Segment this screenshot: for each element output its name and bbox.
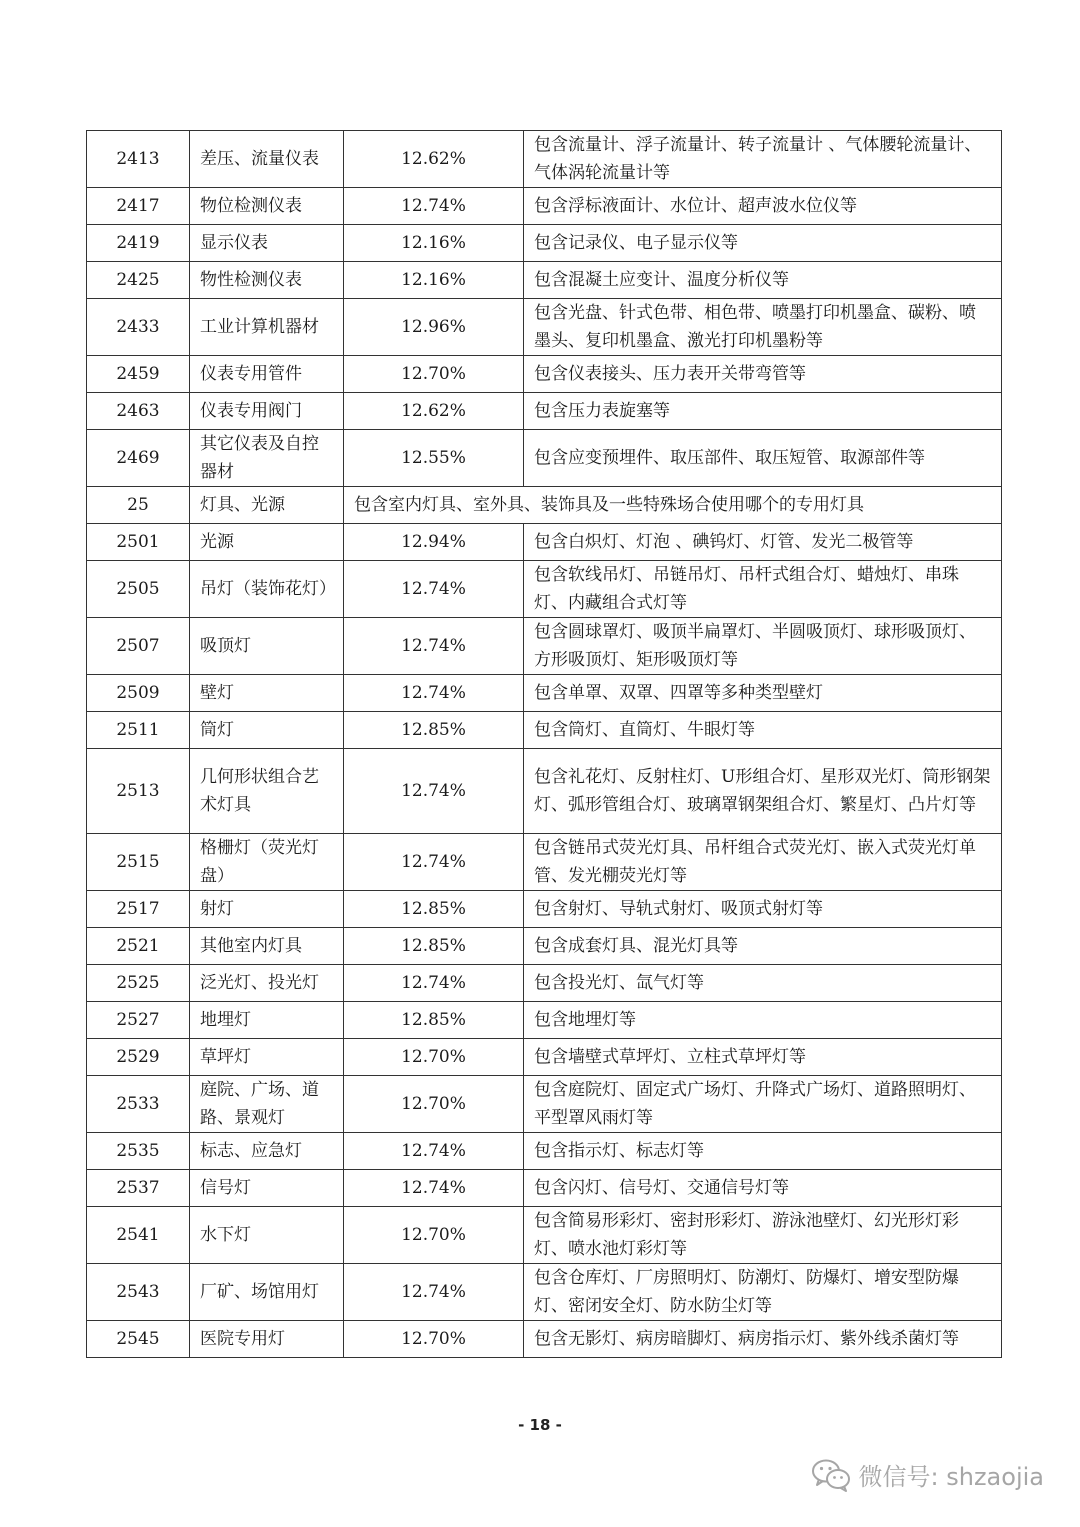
table-row: [87, 1002, 1002, 1039]
description-cell: 包含闪灯、信号灯、交通信号灯等: [524, 1170, 1002, 1207]
rate-cell: 12.74%: [344, 965, 524, 1002]
table-row: [87, 928, 1002, 965]
code-cell: 2433: [87, 299, 190, 356]
rate-cell: 12.85%: [344, 891, 524, 928]
description-cell: 包含地埋灯等: [524, 1002, 1002, 1039]
code-cell: 2533: [87, 1076, 190, 1133]
table-row: [87, 834, 1002, 891]
rate-cell: 12.70%: [344, 1321, 524, 1358]
table-row: [87, 131, 1002, 188]
name-cell: 庭院、广场、道路、景观灯: [190, 1076, 344, 1133]
code-cell: 2417: [87, 188, 190, 225]
description-cell: 包含礼花灯、反射柱灯、U形组合灯、星形双光灯、筒形钢架灯、弧形管组合灯、玻璃罩钢架组合灯、繁星灯、凸片灯等: [524, 749, 1002, 834]
name-cell: 物位检测仪表: [190, 188, 344, 225]
description-cell: 包含庭院灯、固定式广场灯、升降式广场灯、道路照明灯、平型罩风雨灯等: [524, 1076, 1002, 1133]
name-cell: 其它仪表及自控器材: [190, 430, 344, 487]
code-cell: 2459: [87, 356, 190, 393]
code-cell: 2511: [87, 712, 190, 749]
code-cell: 2505: [87, 561, 190, 618]
code-cell: 2509: [87, 675, 190, 712]
code-cell: 2543: [87, 1264, 190, 1321]
description-cell: 包含仓库灯、厂房照明灯、防潮灯、防爆灯、增安型防爆灯、密闭安全灯、防水防尘灯等: [524, 1264, 1002, 1321]
table-row: [87, 1076, 1002, 1133]
name-cell: 其他室内灯具: [190, 928, 344, 965]
table-row: [87, 618, 1002, 675]
table-row: [87, 712, 1002, 749]
wechat-icon: [811, 1458, 851, 1492]
name-cell: 泛光灯、投光灯: [190, 965, 344, 1002]
rate-cell: 12.16%: [344, 225, 524, 262]
rate-cell: 12.70%: [344, 356, 524, 393]
table-row: [87, 524, 1002, 561]
description-cell: 包含混凝土应变计、温度分析仪等: [524, 262, 1002, 299]
rate-cell: 12.74%: [344, 1264, 524, 1321]
table-row: [87, 262, 1002, 299]
description-cell: 包含流量计、浮子流量计、转子流量计 、气体腰轮流量计、气体涡轮流量计等: [524, 131, 1002, 188]
table-row: [87, 1321, 1002, 1358]
price-ratio-table: [86, 130, 1002, 1358]
name-cell: 医院专用灯: [190, 1321, 344, 1358]
rate-cell: 12.74%: [344, 188, 524, 225]
rate-cell: 12.85%: [344, 712, 524, 749]
rate-cell: 12.70%: [344, 1076, 524, 1133]
code-cell: 2513: [87, 749, 190, 834]
name-cell: 射灯: [190, 891, 344, 928]
code-cell: 2507: [87, 618, 190, 675]
name-cell: 物性检测仪表: [190, 262, 344, 299]
name-cell: 壁灯: [190, 675, 344, 712]
table-row: [87, 749, 1002, 834]
table-row: [87, 393, 1002, 430]
table-row: [87, 675, 1002, 712]
description-cell: 包含射灯、导轨式射灯、吸顶式射灯等: [524, 891, 1002, 928]
table-row: [87, 1170, 1002, 1207]
description-cell: 包含记录仪、电子显示仪等: [524, 225, 1002, 262]
name-cell: 差压、流量仪表: [190, 131, 344, 188]
table-row: [87, 1039, 1002, 1076]
code-cell: 25: [87, 487, 190, 524]
rate-cell: 12.74%: [344, 561, 524, 618]
rate-cell: 12.70%: [344, 1207, 524, 1264]
code-cell: 2527: [87, 1002, 190, 1039]
table-row: [87, 1264, 1002, 1321]
description-cell: 包含单罩、双罩、四罩等多种类型壁灯: [524, 675, 1002, 712]
description-cell: 包含成套灯具、混光灯具等: [524, 928, 1002, 965]
name-cell: 地埋灯: [190, 1002, 344, 1039]
code-cell: 2535: [87, 1133, 190, 1170]
code-cell: 2529: [87, 1039, 190, 1076]
name-cell: 光源: [190, 524, 344, 561]
rate-cell: 12.16%: [344, 262, 524, 299]
table-row: [87, 430, 1002, 487]
table-row: [87, 356, 1002, 393]
code-cell: 2463: [87, 393, 190, 430]
name-cell: 厂矿、场馆用灯: [190, 1264, 344, 1321]
rate-cell: 12.62%: [344, 131, 524, 188]
table-row: [87, 965, 1002, 1002]
rate-cell: 12.70%: [344, 1039, 524, 1076]
table-row: [87, 188, 1002, 225]
table-row: [87, 1133, 1002, 1170]
description-cell: 包含简易形彩灯、密封形彩灯、游泳池壁灯、幻光形灯彩灯、喷水池灯彩灯等: [524, 1207, 1002, 1264]
table-row: [87, 1207, 1002, 1264]
code-cell: 2525: [87, 965, 190, 1002]
code-cell: 2469: [87, 430, 190, 487]
description-cell: 包含室内灯具、室外具、装饰具及一些特殊场合使用哪个的专用灯具: [344, 487, 1002, 524]
code-cell: 2501: [87, 524, 190, 561]
description-cell: 包含白炽灯、灯泡 、碘钨灯、灯管、发光二极管等: [524, 524, 1002, 561]
description-cell: 包含指示灯、标志灯等: [524, 1133, 1002, 1170]
code-cell: 2545: [87, 1321, 190, 1358]
description-cell: 包含仪表接头、压力表开关带弯管等: [524, 356, 1002, 393]
name-cell: 仪表专用管件: [190, 356, 344, 393]
table-row: [87, 561, 1002, 618]
name-cell: 灯具、光源: [190, 487, 344, 524]
page-number: - 18 -: [518, 1416, 562, 1434]
rate-cell: 12.55%: [344, 430, 524, 487]
table-row: [87, 891, 1002, 928]
description-cell: 包含链吊式荧光灯具、吊杆组合式荧光灯、嵌入式荧光灯单管、发光棚荧光灯等: [524, 834, 1002, 891]
table-row: [87, 225, 1002, 262]
code-cell: 2537: [87, 1170, 190, 1207]
name-cell: 草坪灯: [190, 1039, 344, 1076]
name-cell: 吊灯（装饰花灯）: [190, 561, 344, 618]
code-cell: 2413: [87, 131, 190, 188]
watermark-text: 微信号: shzaojia: [858, 1463, 1044, 1491]
description-cell: 包含投光灯、氙气灯等: [524, 965, 1002, 1002]
table-row: [87, 487, 1002, 524]
name-cell: 标志、应急灯: [190, 1133, 344, 1170]
code-cell: 2425: [87, 262, 190, 299]
description-cell: 包含无影灯、病房暗脚灯、病房指示灯、紫外线杀菌灯等: [524, 1321, 1002, 1358]
description-cell: 包含浮标液面计、水位计、超声波水位仪等: [524, 188, 1002, 225]
name-cell: 信号灯: [190, 1170, 344, 1207]
rate-cell: 12.74%: [344, 749, 524, 834]
description-cell: 包含压力表旋塞等: [524, 393, 1002, 430]
name-cell: 工业计算机器材: [190, 299, 344, 356]
name-cell: 几何形状组合艺术灯具: [190, 749, 344, 834]
rate-cell: 12.74%: [344, 834, 524, 891]
rate-cell: 12.94%: [344, 524, 524, 561]
name-cell: 筒灯: [190, 712, 344, 749]
description-cell: 包含光盘、针式色带、相色带、喷墨打印机墨盒、碳粉、喷墨头、复印机墨盒、激光打印机墨粉等: [524, 299, 1002, 356]
name-cell: 仪表专用阀门: [190, 393, 344, 430]
rate-cell: 12.85%: [344, 1002, 524, 1039]
code-cell: 2419: [87, 225, 190, 262]
code-cell: 2541: [87, 1207, 190, 1264]
rate-cell: 12.74%: [344, 1133, 524, 1170]
code-cell: 2521: [87, 928, 190, 965]
name-cell: 格栅灯（荧光灯盘）: [190, 834, 344, 891]
rate-cell: 12.85%: [344, 928, 524, 965]
description-cell: 包含应变预埋件、取压部件、取压短管、取源部件等: [524, 430, 1002, 487]
watermark: [811, 1457, 1044, 1492]
code-cell: 2517: [87, 891, 190, 928]
rate-cell: 12.74%: [344, 675, 524, 712]
table-row: [87, 299, 1002, 356]
rate-cell: 12.96%: [344, 299, 524, 356]
description-cell: 包含圆球罩灯、吸顶半扁罩灯、半圆吸顶灯、球形吸顶灯、方形吸顶灯、矩形吸顶灯等: [524, 618, 1002, 675]
description-cell: 包含墙壁式草坪灯、立柱式草坪灯等: [524, 1039, 1002, 1076]
description-cell: 包含筒灯、直筒灯、牛眼灯等: [524, 712, 1002, 749]
name-cell: 显示仪表: [190, 225, 344, 262]
rate-cell: 12.74%: [344, 1170, 524, 1207]
name-cell: 吸顶灯: [190, 618, 344, 675]
name-cell: 水下灯: [190, 1207, 344, 1264]
rate-cell: 12.62%: [344, 393, 524, 430]
code-cell: 2515: [87, 834, 190, 891]
rate-cell: 12.74%: [344, 618, 524, 675]
description-cell: 包含软线吊灯、吊链吊灯、吊杆式组合灯、蜡烛灯、串珠灯、内藏组合式灯等: [524, 561, 1002, 618]
